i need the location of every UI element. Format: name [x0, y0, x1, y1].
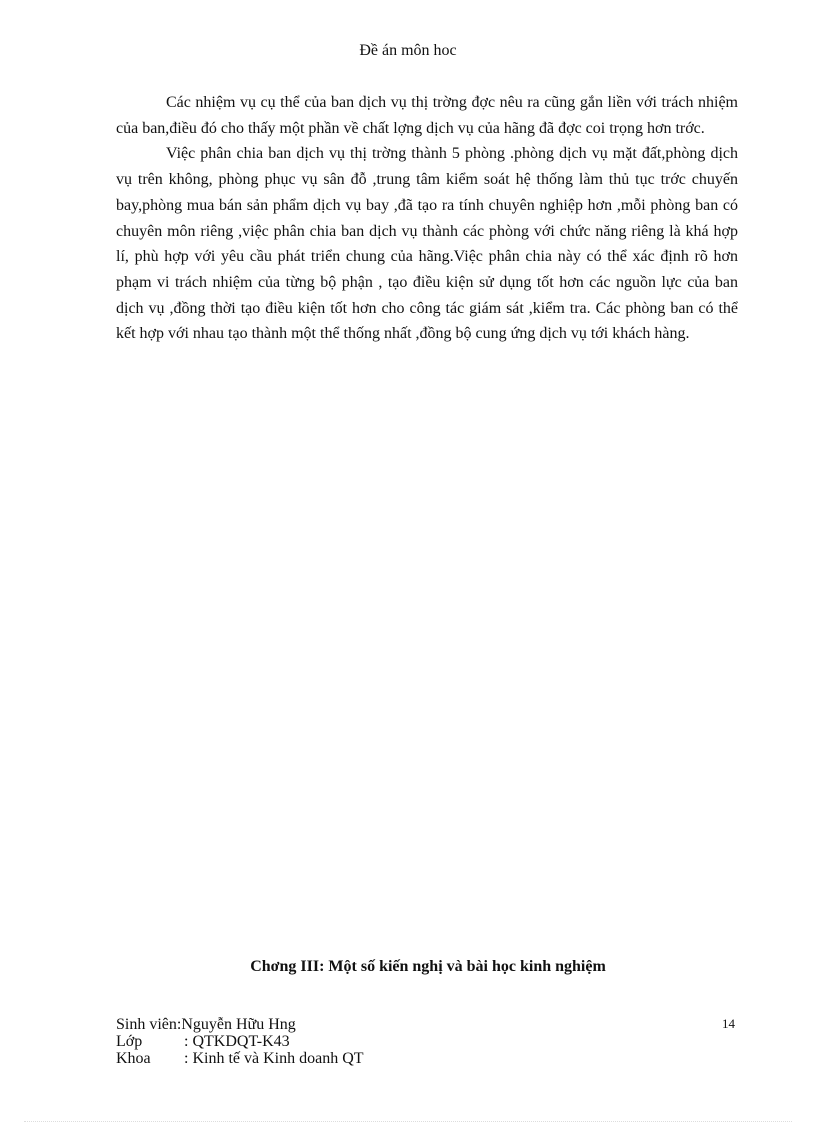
page-number: 14: [722, 1016, 735, 1031]
faculty-value: : Kinh tế và Kinh doanh QT: [184, 1050, 364, 1067]
footer-class-row: [116, 1033, 364, 1050]
footer-info: [116, 1016, 364, 1067]
student-name: Nguyễn Hữu Hng: [181, 1016, 296, 1033]
footer-student-row: [116, 1016, 364, 1033]
page-bottom-divider: [24, 1121, 792, 1122]
paragraph-2: Việc phân chia ban dịch vụ thị trờng thành 5 phòng .phòng dịch vụ mặt đất,phòng dịch vụ trên không, phòng phục vụ sân đỗ ,trung tâm kiểm soát hệ thống làm thủ tục trớc chuyến bay,phòng mua bán sản phẩm dịch vụ bay ,đã tạo ra tính chuyên nghiệp hơn ,mỗi phòng ban có chuyên môn riêng ,việc phân chia ban dịch vụ thành các phòng với chức năng riêng là khá hợp lí, phù hợp với yêu cầu phát triển chung của hãng.Việc phân chia này có thể xác định rõ hơn phạm vi trách nhiệm của từng bộ phận , tạo điều kiện sử dụng tốt hơn các nguồn lực của ban dịch vụ ,đồng thời tạo điều kiện tốt hơn cho công tác giám sát ,kiểm tra. Các phòng ban có thể kết hợp với nhau tạo thành một thể thống nhất ,đồng bộ cung ứng dịch vụ tới khách hàng.: [116, 145, 738, 343]
student-label: Sinh viên:: [116, 1016, 182, 1033]
class-label: Lớp: [116, 1033, 143, 1050]
paragraph-1: Các nhiệm vụ cụ thể của ban dịch vụ thị trờng đợc nêu ra cũng gắn liền với trách nhiệm của ban,điều đó cho thấy một phần về chất lợng dịch vụ của hãng đã đợc coi trọng hơn trớc.: [116, 94, 738, 137]
page-header: Đề án môn hoc: [359, 42, 457, 59]
class-value: : QTKDQT-K43: [184, 1033, 290, 1050]
faculty-label: Khoa: [116, 1050, 151, 1067]
body-text: [116, 90, 738, 347]
chapter-heading: Chơng III: Một số kiến nghị và bài học kinh nghiệm: [250, 958, 606, 975]
footer-faculty-row: [116, 1050, 364, 1067]
